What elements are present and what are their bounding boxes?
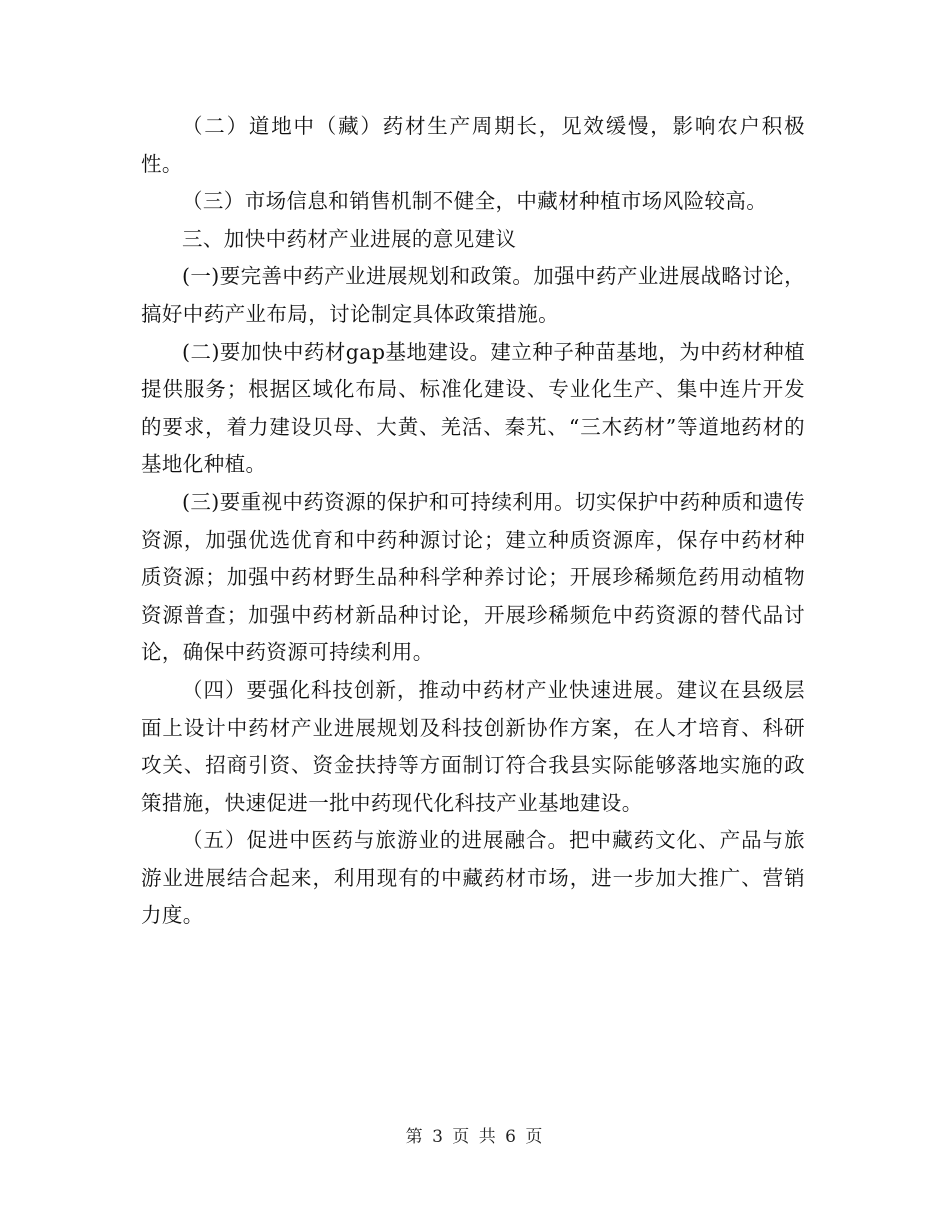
paragraph-item-3-issue: （三）市场信息和销售机制不健全，中藏材种植市场风险较高。 (182, 189, 768, 214)
paragraph-suggestion-4: （四）要强化科技创新，推动中药材产业快速进展。建议在县级层面上设计中药材产业进展规划及科技创新协作方案，在人才培育、科研攻关、招商引资、资金扶持等方面制订符合我县实际能够落地实施的政策措施，快速促进一批中药现代化科技产业基地建设。 (141, 677, 805, 815)
paragraph-suggestion-3: (三)要重视中药资源的保护和可持续利用。切实保护中药种质和遗传资源，加强优选优育和中药种源讨论；建立种质资源库，保存中药材种质资源；加强中药材野生品种科学种养讨论；开展珍稀频危药用动植物资源普查；加强中药材新品种讨论，开展珍稀频危中药资源的替代品讨论，确保中药资源可持续利用。 (141, 489, 805, 665)
paragraph-item-2-issue: （二）道地中（藏）药材生产周期长，见效缓慢，影响农户积极性。 (141, 114, 805, 176)
paragraph-suggestion-1: (一)要完善中药产业进展规划和政策。加强中药产业进展战略讨论，搞好中药产业布局，讨论制定具体政策措施。 (141, 264, 805, 326)
page-number-label: 第 3 页 共 6 页 (405, 1127, 545, 1147)
page-footer (0, 1122, 950, 1147)
paragraph-suggestion-5: （五）促进中医药与旅游业的进展融合。把中藏药文化、产品与旅游业进展结合起来，利用现有的中藏药材市场，进一步加大推广、营销力度。 (141, 828, 805, 928)
section-heading: 三、加快中药材产业进展的意见建议 (182, 226, 517, 251)
document-body (141, 108, 805, 935)
paragraph-suggestion-2: (二)要加快中药材gap基地建设。建立种子种苗基地，为中药材种植提供服务；根据区域化布局、标准化建设、专业化生产、集中连片开发的要求，着力建设贝母、大黄、羌活、秦艽、“三木药材”等道地药材的基地化种植。 (141, 339, 805, 477)
